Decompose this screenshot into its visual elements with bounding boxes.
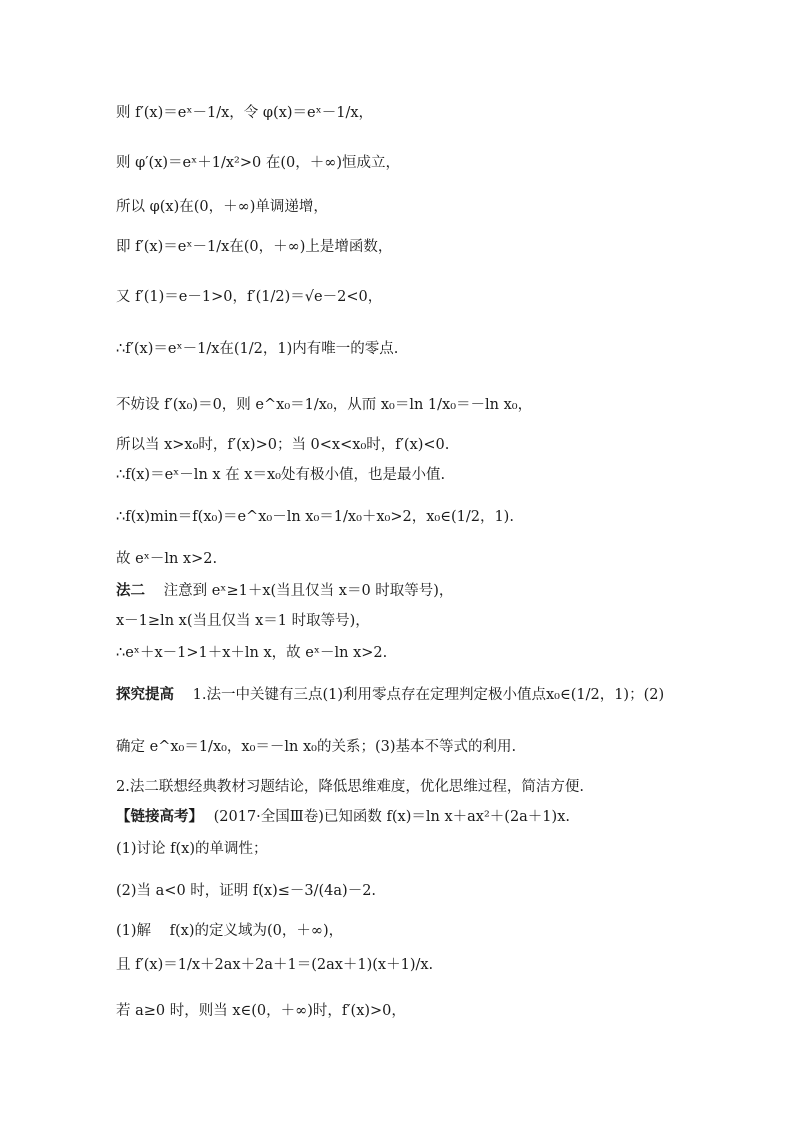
text-line-1: 则 f′(x)＝eˣ－1/x，令 φ(x)＝eˣ－1/x， [116, 105, 374, 121]
explore-text: 1.法一中关键有三点(1)利用零点存在定理判定极小值点x₀∈(1/2，1)；(2) [192, 687, 665, 703]
explore-line [116, 688, 664, 703]
text-line-8: 所以当 x>x₀时，f′(x)>0；当 0<x<x₀时，f′(x)<0. [116, 437, 450, 453]
text-line-17: 2.法二联想经典教材习题结论，降低思维难度，优化思维过程，简洁方便. [116, 779, 584, 795]
text-line-7: 不妨设 f′(x₀)＝0，则 e^x₀＝1/x₀，从而 x₀＝ln 1/x₀＝－ln x₀， [116, 397, 533, 413]
text-line-14: ∴eˣ＋x－1>1＋x＋ln x，故 eˣ－ln x>2. [116, 645, 388, 661]
solution-line [116, 924, 343, 939]
text-line-16: 确定 e^x₀＝1/x₀，x₀＝－ln x₀的关系；(3)基本不等式的利用. [116, 739, 517, 755]
text-line-9: ∴f(x)＝eˣ－ln x 在 x＝x₀处有极小值，也是最小值. [116, 467, 446, 483]
method-2-label: 法二 [116, 582, 145, 599]
text-line-22: 且 f′(x)＝1/x＋2ax＋2a＋1＝(2ax＋1)(x＋1)/x. [116, 957, 434, 973]
link-text: (2017·全国Ⅲ卷)已知函数 f(x)＝ln x＋ax²＋(2a＋1)x. [213, 809, 570, 825]
text-line-2: 则 φ′(x)＝eˣ＋1/x²>0 在(0，＋∞)恒成立， [116, 155, 400, 171]
method-2-text: 注意到 eˣ≥1＋x(当且仅当 x＝0 时取等号)， [163, 583, 454, 599]
text-line-10: ∴f(x)min＝f(x₀)＝e^x₀－ln x₀＝1/x₀＋x₀>2，x₀∈(1/2，1). [116, 509, 514, 525]
explore-label: 探究提高 [116, 686, 174, 703]
text-line-3: 所以 φ(x)在(0，＋∞)单调递增， [116, 199, 328, 215]
text-line-5: 又 f′(1)＝e－1>0，f′(1/2)＝√e－2<0， [116, 289, 383, 305]
method-2-line [116, 584, 453, 599]
solution-label: (1)解 [116, 923, 152, 939]
text-line-20: (2)当 a<0 时，证明 f(x)≤－3/(4a)－2. [116, 883, 377, 899]
text-line-4: 即 f′(x)＝eˣ－1/x在(0，＋∞)上是增函数， [116, 239, 393, 255]
text-line-23: 若 a≥0 时，则当 x∈(0，＋∞)时，f′(x)>0， [116, 1003, 406, 1019]
text-line-13: x－1≥ln x(当且仅当 x＝1 时取等号)， [116, 613, 370, 629]
link-line [116, 810, 570, 825]
solution-text: f(x)的定义域为(0，＋∞)， [169, 923, 344, 939]
text-line-6: ∴f′(x)＝eˣ－1/x在(1/2，1)内有唯一的零点. [116, 341, 399, 357]
link-label: 【链接高考】 [116, 808, 203, 825]
text-line-19: (1)讨论 f(x)的单调性； [116, 841, 268, 857]
text-line-11: 故 eˣ－ln x>2. [116, 551, 218, 567]
